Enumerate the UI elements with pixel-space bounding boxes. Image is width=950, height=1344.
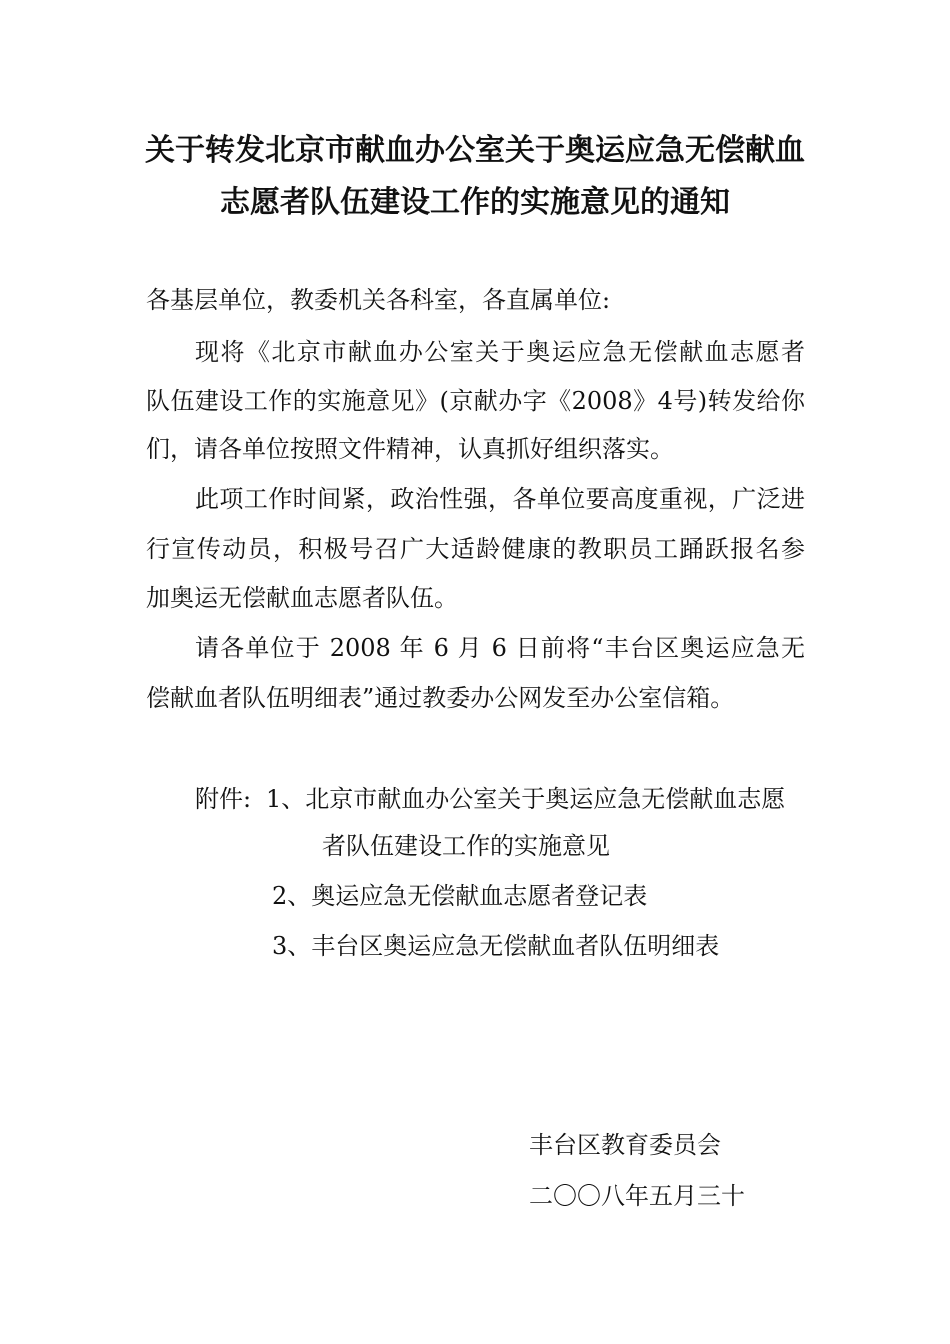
paragraph-3-line-2: 偿献血者队伍明细表”通过教委办公网发至办公室信箱。: [146, 684, 735, 712]
attachment-2: 2、奥运应急无偿献血志愿者登记表: [272, 882, 648, 910]
paragraph-1-line-2: 队伍建设工作的实施意见》(京献办字《2008》4号)转发给你: [146, 387, 805, 415]
paragraph-3-line-1: 请各单位于 2008 年 6 月 6 日前将“丰台区奥运应急无: [195, 634, 805, 662]
salutation: 各基层单位，教委机关各科室，各直属单位:: [146, 286, 611, 314]
paragraph-2-line-2: 行宣传动员，积极号召广大适龄健康的教职员工踊跃报名参: [146, 535, 805, 563]
signature-date: 二〇〇八年五月三十: [529, 1182, 745, 1210]
document-title-line-1: 关于转发北京市献血办公室关于奥运应急无偿献血: [145, 133, 805, 168]
paragraph-1-line-1: 现将《北京市献血办公室关于奥运应急无偿献血志愿者: [195, 338, 805, 366]
attachments-label: 附件:: [195, 785, 252, 813]
attachment-3: 3、丰台区奥运应急无偿献血者队伍明细表: [272, 932, 720, 960]
attachment-1-line-2: 者队伍建设工作的实施意见: [322, 832, 610, 860]
paragraph-2-line-3: 加奥运无偿献血志愿者队伍。: [146, 584, 458, 612]
paragraph-2-line-1: 此项工作时间紧，政治性强，各单位要高度重视，广泛进: [195, 485, 805, 513]
attachment-1-line-1: 1、北京市献血办公室关于奥运应急无偿献血志愿: [266, 785, 786, 813]
document-title-line-2: 志愿者队伍建设工作的实施意见的通知: [220, 185, 730, 220]
signature-organization: 丰台区教育委员会: [529, 1131, 721, 1159]
paragraph-1-line-3: 们，请各单位按照文件精神，认真抓好组织落实。: [146, 435, 674, 463]
